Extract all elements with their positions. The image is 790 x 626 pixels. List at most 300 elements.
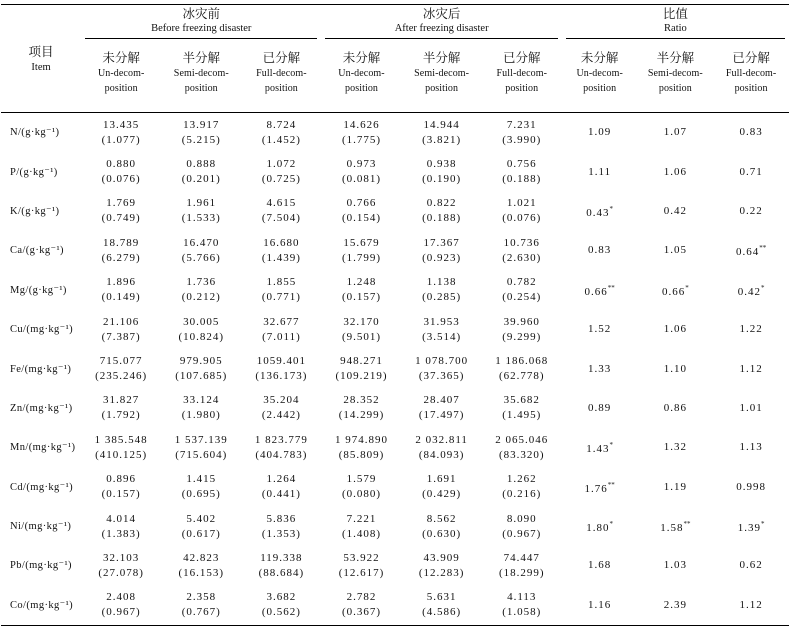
after-value-cell [402,271,482,310]
mean-value: 1.264 [266,473,297,486]
after-value-cell [321,349,401,388]
mean-value: 4.014 [106,512,137,525]
ratio-value-cell [638,507,714,546]
ratio-value-cell [562,231,638,270]
after-sub-header [321,43,401,113]
after-value-cell [482,113,562,152]
mean-value: 18.789 [103,236,140,249]
ratio-value-cell [713,231,789,270]
ratio-value-cell [638,546,714,585]
sub-header-en: Semi-decom- [414,68,470,79]
ratio-value-cell [713,468,789,507]
mean-value: 32.170 [343,315,380,328]
table-row [1,310,789,349]
after-value-cell [402,428,482,467]
sd-value: (9.501) [341,330,382,343]
ratio-value: 1.09 [588,126,612,139]
after-header-zh: 冰灾后 [422,6,461,21]
group-underline [85,36,317,39]
sd-value: (0.617) [181,527,221,540]
after-value-cell [402,389,482,428]
mean-value: 5.836 [266,512,297,525]
ratio-header-zh: 比值 [662,6,688,21]
group-header-row [1,5,789,44]
significance-mark: ** [759,244,767,253]
before-value-cell [241,389,321,428]
ratio-value: 1.19 [663,480,687,493]
ratio-value: 1.05 [663,244,687,257]
mean-value: 715.077 [99,355,143,368]
after-value-cell [321,468,401,507]
after-value-cell [482,586,562,626]
sd-value: (1.452) [261,133,301,146]
before-value-cell [161,152,241,191]
sd-value: (0.149) [101,291,141,304]
mean-value: 5.631 [426,591,457,604]
sd-value: (0.771) [261,291,301,304]
after-value-cell [321,113,401,152]
sd-value: (136.173) [255,370,308,383]
ratio-value-cell [638,152,714,191]
mean-value: 1 537.139 [174,433,228,446]
group-underline [325,36,557,39]
before-sub-header [241,43,321,113]
sub-header-zh: 半分解 [656,50,695,65]
after-value-cell [482,468,562,507]
ratio-value-cell [638,586,714,626]
significance-mark: ** [683,520,691,529]
ratio-value-cell [713,310,789,349]
ratio-header-en: Ratio [664,23,687,34]
before-value-cell [241,586,321,626]
ratio-value-cell [713,271,789,310]
mean-value: 10.736 [503,236,540,249]
sd-value: (0.630) [422,527,462,540]
before-value-cell [161,546,241,585]
sd-value: (0.076) [101,173,141,186]
sub-header-en: position [425,83,459,94]
mean-value: 32.677 [263,315,300,328]
mean-value: 1.691 [426,473,457,486]
sd-value: (1.058) [502,606,542,619]
ratio-value: 0.66 [584,285,608,298]
sub-header-en: position [658,83,692,94]
sub-header-en: position [583,83,617,94]
row-item-label: N/(g·kg⁻¹) [10,127,60,139]
before-value-cell [241,310,321,349]
ratio-value: 1.07 [663,126,687,139]
ratio-value: 1.39 [737,522,761,535]
mean-value: 7.231 [506,118,537,131]
mean-value: 1059.401 [256,355,307,368]
sub-header-zh: 已分解 [262,50,301,65]
after-value-cell [321,586,401,626]
mean-value: 2 032.811 [415,433,468,446]
sd-value: (10.824) [178,330,225,343]
before-value-cell [241,507,321,546]
sub-header-en: Full-decom- [725,68,777,79]
mean-value: 2.782 [346,591,377,604]
before-group-header [81,5,321,44]
mean-value: 1.248 [346,276,377,289]
ratio-value-cell [638,428,714,467]
sd-value: (84.093) [418,448,465,461]
table-row [1,428,789,467]
sub-header-en: Full-decom- [496,68,548,79]
ratio-value-cell [713,546,789,585]
ratio-value: 0.83 [588,244,612,257]
after-value-cell [321,546,401,585]
significance-mark: * [760,283,765,292]
table-row [1,271,789,310]
sd-value: (2.442) [261,409,301,422]
ratio-value: 1.16 [588,598,612,611]
row-item-label: K/(g·kg⁻¹) [10,205,60,217]
sd-value: (1.439) [261,251,301,264]
sd-value: (715.604) [175,448,228,461]
before-value-cell [161,468,241,507]
after-value-cell [482,546,562,585]
ratio-value: 1.06 [663,165,687,178]
sub-header-en: Un-decom- [576,68,623,79]
mean-value: 0.973 [346,158,377,171]
ratio-value-cell [562,349,638,388]
sub-header-zh: 未分解 [342,50,381,65]
sd-value: (0.188) [502,173,542,186]
nutrient-table [1,4,789,626]
ratio-value-cell [562,271,638,310]
sd-value: (0.076) [502,212,542,225]
sub-header-zh: 半分解 [182,50,221,65]
mean-value: 28.407 [423,394,460,407]
table-body [1,113,789,626]
mean-value: 3.682 [266,591,297,604]
ratio-value: 0.998 [736,480,766,493]
sd-value: (0.254) [502,291,542,304]
sd-value: (83.320) [498,448,545,461]
mean-value: 32.103 [103,551,140,564]
sd-value: (3.990) [502,133,542,146]
after-value-cell [321,192,401,231]
row-item-label: Mn/(mg·kg⁻¹) [10,442,76,454]
ratio-value-cell [562,468,638,507]
before-value-cell [241,152,321,191]
before-value-cell [81,468,161,507]
before-value-cell [81,113,161,152]
before-value-cell [241,231,321,270]
row-item-label: Cd/(mg·kg⁻¹) [10,481,74,493]
sd-value: (6.279) [101,251,141,264]
before-value-cell [241,113,321,152]
after-value-cell [321,389,401,428]
sd-value: (18.299) [498,566,545,579]
table-row [1,113,789,152]
before-value-cell [161,310,241,349]
mean-value: 28.352 [343,394,380,407]
mean-value: 0.782 [506,276,537,289]
mean-value: 30.005 [183,315,220,328]
row-item-label: Mg/(g·kg⁻¹) [10,284,67,296]
significance-mark: * [609,441,614,450]
sd-value: (1.533) [181,212,221,225]
before-value-cell [161,349,241,388]
sub-header-en: position [264,83,298,94]
row-item-label: Fe/(mg·kg⁻¹) [10,363,72,375]
after-value-cell [402,468,482,507]
mean-value: 33.124 [183,394,220,407]
ratio-value: 0.66 [661,285,686,298]
sd-value: (107.685) [175,370,228,383]
after-sub-header [402,43,482,113]
sd-value: (0.212) [181,291,221,304]
ratio-value: 0.89 [588,401,612,414]
ratio-value: 0.42 [737,285,761,298]
sd-value: (5.215) [181,133,221,146]
ratio-value: 1.43 [586,443,610,456]
table-row [1,507,789,546]
sub-header-row [1,43,789,113]
sd-value: (3.514) [422,330,462,343]
sub-header-zh: 半分解 [422,50,461,65]
ratio-value-cell [562,113,638,152]
after-group-header [321,5,561,44]
significance-mark: * [685,283,689,292]
sd-value: (27.078) [98,566,144,579]
ratio-value: 1.32 [663,441,687,454]
after-value-cell [482,507,562,546]
mean-value: 4.113 [507,591,537,604]
ratio-value: 1.11 [588,165,612,178]
before-value-cell [161,389,241,428]
before-value-cell [81,428,161,467]
sub-header-en: Un-decom- [338,68,385,79]
table-row [1,389,789,428]
after-value-cell [482,231,562,270]
mean-value: 1.021 [506,197,537,210]
ratio-value-cell [638,349,714,388]
ratio-value: 1.52 [588,323,612,336]
mean-value: 7.221 [346,512,377,525]
row-item-label: Cu/(mg·kg⁻¹) [10,324,74,336]
after-value-cell [321,231,401,270]
group-underline [566,36,785,39]
sd-value: (37.365) [418,370,465,383]
ratio-sub-header [562,43,638,113]
mean-value: 0.888 [186,158,217,171]
sub-header-en: Full-decom- [256,68,307,79]
ratio-value: 2.39 [663,598,687,611]
ratio-value: 0.62 [739,559,763,572]
ratio-group-header [562,5,789,44]
after-value-cell [482,428,562,467]
after-value-cell [321,507,401,546]
before-value-cell [81,231,161,270]
sd-value: (16.153) [178,566,225,579]
mean-value: 1.896 [106,276,137,289]
mean-value: 1.415 [186,473,217,486]
before-value-cell [241,546,321,585]
sub-header-zh: 已分解 [503,50,541,65]
significance-mark: * [760,520,765,529]
mean-value: 35.682 [503,394,540,407]
mean-value: 15.679 [343,236,380,249]
sd-value: (0.441) [261,488,301,501]
after-value-cell [402,507,482,546]
item-header-en: Item [31,61,51,73]
mean-value: 1 823.779 [254,433,308,446]
sd-value: (1.353) [261,527,301,540]
mean-value: 0.880 [106,158,137,171]
mean-value: 1.736 [186,276,217,289]
after-value-cell [482,271,562,310]
row-item-label: Ni/(mg·kg⁻¹) [10,521,72,533]
sub-header-en: position [184,83,218,94]
before-value-cell [161,428,241,467]
after-value-cell [482,310,562,349]
mean-value: 1.138 [426,276,457,289]
ratio-value: 0.71 [739,165,763,178]
sd-value: (1.775) [341,133,382,146]
sd-value: (7.387) [101,330,141,343]
after-header-en: After freezing disaster [394,23,489,34]
sd-value: (0.725) [261,173,301,186]
before-value-cell [81,507,161,546]
ratio-value-cell [562,192,638,231]
before-value-cell [241,192,321,231]
ratio-value-cell [713,113,789,152]
sd-value: (88.684) [258,566,305,579]
ratio-sub-header [713,43,789,113]
sd-value: (0.201) [181,173,221,186]
before-value-cell [81,152,161,191]
mean-value: 5.402 [186,512,217,525]
after-sub-header [482,43,562,113]
sd-value: (0.285) [422,291,462,304]
ratio-value-cell [713,428,789,467]
mean-value: 1.769 [106,197,137,210]
sd-value: (0.967) [101,606,141,619]
before-value-cell [241,428,321,467]
mean-value: 1 078.700 [415,355,469,368]
table-row [1,152,789,191]
row-item-label: Co/(mg·kg⁻¹) [1,586,81,626]
after-value-cell [402,586,482,626]
sd-value: (0.154) [341,212,382,225]
after-value-cell [482,349,562,388]
sd-value: (1.980) [181,409,221,422]
mean-value: 35.204 [263,394,300,407]
before-value-cell [241,468,321,507]
sub-header-en: position [104,83,138,94]
mean-value: 2 065.046 [495,433,549,446]
mean-value: 1.072 [266,158,297,171]
sd-value: (5.766) [181,251,221,264]
sd-value: (404.783) [255,448,308,461]
sd-value: (109.219) [335,370,388,383]
sd-value: (0.190) [422,173,462,186]
sd-value: (85.809) [338,448,385,461]
sd-value: (7.011) [262,330,301,343]
significance-mark: ** [607,283,615,292]
sd-value: (2.630) [502,251,542,264]
sd-value: (1.077) [101,133,141,146]
ratio-value: 0.42 [663,204,687,217]
ratio-value: 1.68 [588,559,612,572]
table-row [1,349,789,388]
significance-mark: * [609,204,614,213]
mean-value: 0.822 [426,197,457,210]
before-value-cell [241,271,321,310]
ratio-value-cell [638,231,714,270]
mean-value: 16.470 [183,236,220,249]
ratio-value-cell [638,389,714,428]
mean-value: 1 186.068 [495,355,549,368]
ratio-value-cell [638,113,714,152]
before-header-en: Before freezing disaster [151,23,252,34]
mean-value: 17.367 [423,236,460,249]
ratio-value-cell [713,389,789,428]
ratio-value: 1.03 [663,559,687,572]
ratio-value: 1.10 [663,362,687,375]
sd-value: (0.367) [341,606,382,619]
ratio-value: 0.83 [739,126,763,139]
mean-value: 14.626 [343,118,380,131]
ratio-value-cell [638,468,714,507]
before-value-cell [161,113,241,152]
mean-value: 42.823 [183,551,220,564]
after-value-cell [402,310,482,349]
sub-header-en: Un-decom- [97,68,145,79]
mean-value: 0.938 [426,158,457,171]
sub-header-en: position [345,83,379,94]
mean-value: 1 974.890 [335,433,389,446]
significance-mark: * [609,520,614,529]
after-value-cell [402,349,482,388]
mean-value: 948.271 [340,355,383,368]
before-value-cell [161,586,241,626]
before-sub-header [81,43,161,113]
before-value-cell [81,310,161,349]
before-value-cell [81,546,161,585]
mean-value: 1.961 [186,197,217,210]
mean-value: 1 385.548 [94,433,148,446]
sd-value: (9.299) [502,330,542,343]
sd-value: (3.821) [422,133,462,146]
after-value-cell [482,192,562,231]
ratio-value-cell [638,271,714,310]
after-value-cell [402,152,482,191]
mean-value: 1.855 [266,276,297,289]
mean-value: 2.358 [186,591,217,604]
sd-value: (1.383) [101,527,141,540]
item-header-zh: 项目 [28,43,54,59]
before-sub-header [161,43,241,113]
after-value-cell [321,428,401,467]
before-value-cell [81,192,161,231]
before-value-cell [241,349,321,388]
sd-value: (0.695) [181,488,221,501]
mean-value: 74.447 [503,551,540,564]
mean-value: 53.922 [343,551,380,564]
after-value-cell [482,389,562,428]
ratio-value-cell [562,546,638,585]
mean-value: 8.090 [506,512,537,525]
sd-value: (0.080) [341,488,382,501]
sub-header-en: Semi-decom- [173,68,229,79]
sub-header-zh: 未分解 [580,50,619,65]
mean-value: 21.106 [103,315,140,328]
after-value-cell [321,271,401,310]
